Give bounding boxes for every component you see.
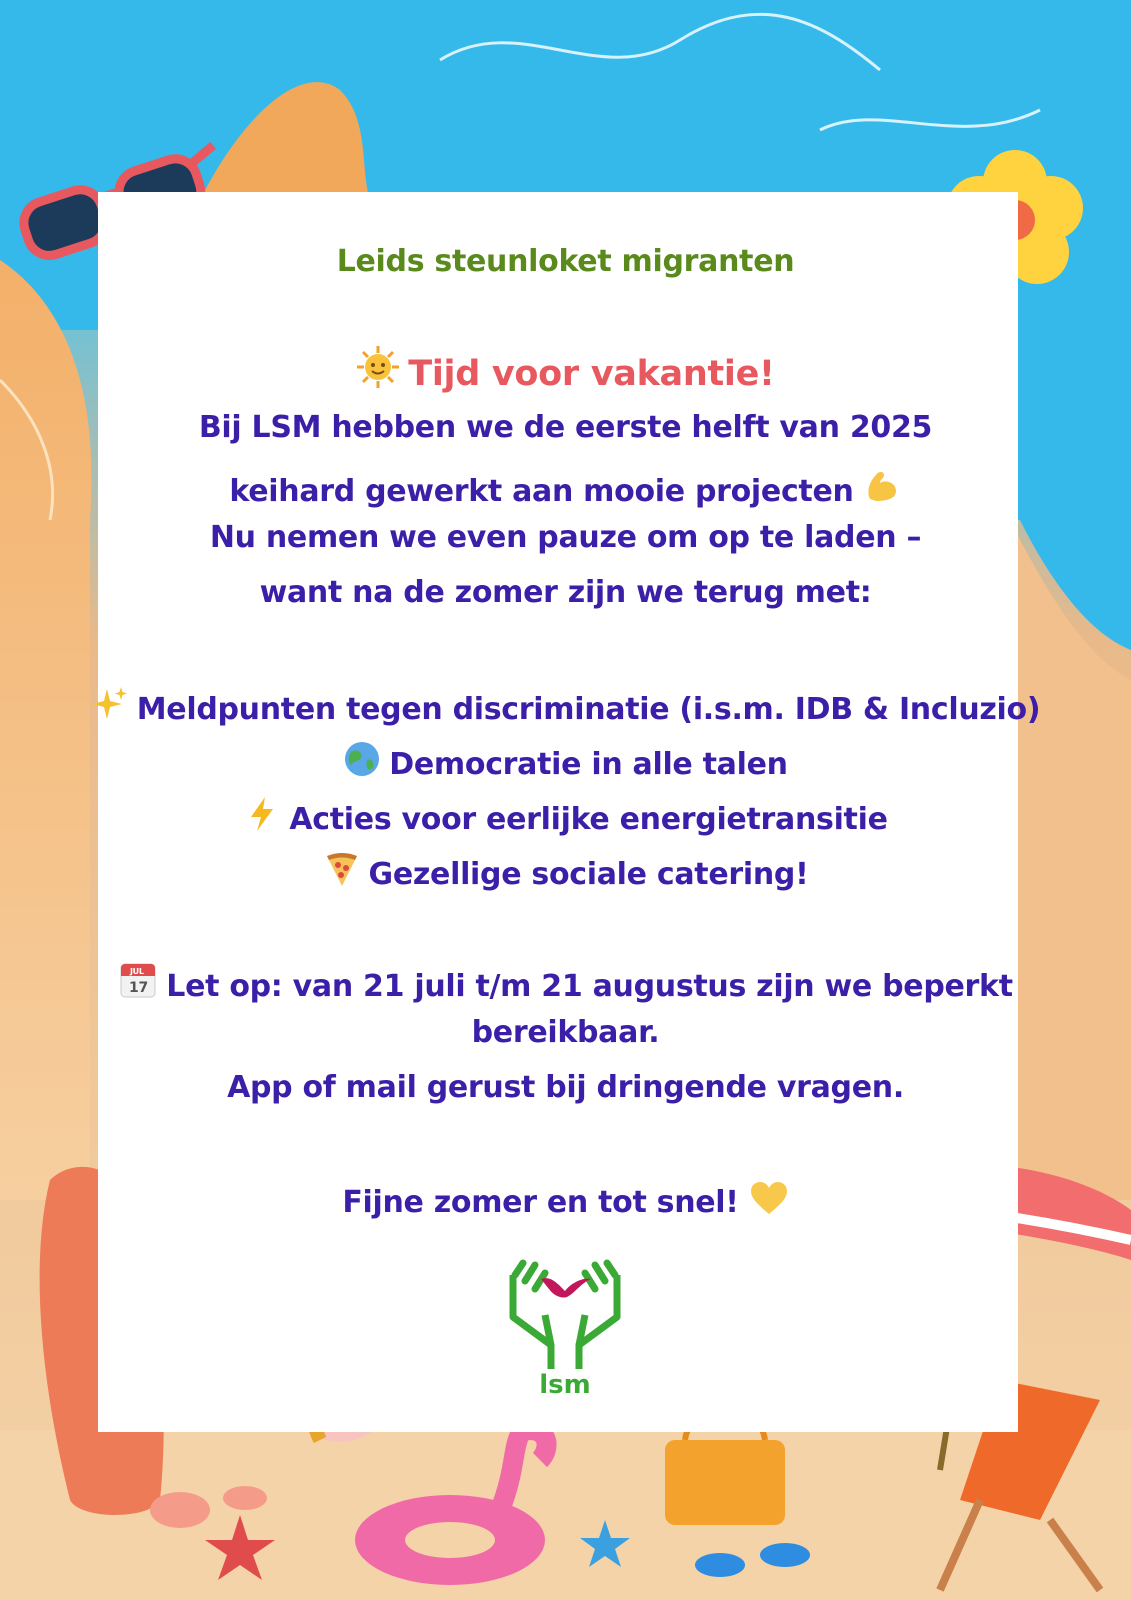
calendar-day: 17	[129, 980, 149, 996]
pizza-icon	[323, 850, 361, 896]
notice-line-3: App of mail gerust bij dringende vragen.	[227, 1070, 904, 1105]
heading-text: Tijd voor vakantie!	[408, 354, 775, 394]
closing-row	[0, 1180, 1131, 1224]
logo-text: lsm	[539, 1370, 591, 1400]
project-label: Acties voor eerlijke energietransitie	[289, 802, 888, 837]
intro-line-2: keihard gewerkt aan mooie projecten	[229, 474, 854, 509]
project-label: Democratie in alle talen	[389, 747, 788, 782]
intro-line-3: Nu nemen we even pauze om op te laden –	[209, 520, 922, 555]
sun-icon	[356, 345, 400, 398]
calendar-month: JUL	[130, 967, 144, 976]
intro-line-2-row	[0, 465, 1131, 513]
project-label: Gezellige sociale catering!	[368, 857, 809, 892]
notice-line-1: Let op: van 21 juli t/m 21 augustus zijn we beperkt	[166, 969, 1013, 1004]
sparkles-icon	[91, 685, 129, 731]
intro-line-1: Bij LSM hebben we de eerste helft van 2025	[198, 410, 933, 445]
globe-icon	[343, 740, 381, 786]
heading-line	[0, 345, 1131, 398]
closing-text: Fijne zomer en tot snel!	[342, 1185, 739, 1220]
notice-line-2: bereikbaar.	[471, 1015, 660, 1050]
hands-bird-logo-icon	[505, 1255, 625, 1373]
project-item	[0, 795, 1131, 841]
intro-line-4: want na de zomer zijn we terug met:	[259, 575, 872, 610]
org-name: Leids steunloket migranten	[336, 244, 795, 279]
lightning-icon	[243, 795, 281, 841]
calendar-icon	[118, 960, 158, 1008]
project-item	[0, 740, 1131, 786]
project-label: Meldpunten tegen discriminatie (i.s.m. IDB & Incluzio)	[136, 692, 1041, 727]
flexed-biceps-icon	[862, 465, 902, 513]
project-item	[0, 685, 1131, 731]
project-item	[0, 850, 1131, 896]
lsm-logo	[505, 1255, 625, 1405]
yellow-heart-icon	[749, 1180, 789, 1224]
notice-line-1-row	[0, 960, 1131, 1008]
